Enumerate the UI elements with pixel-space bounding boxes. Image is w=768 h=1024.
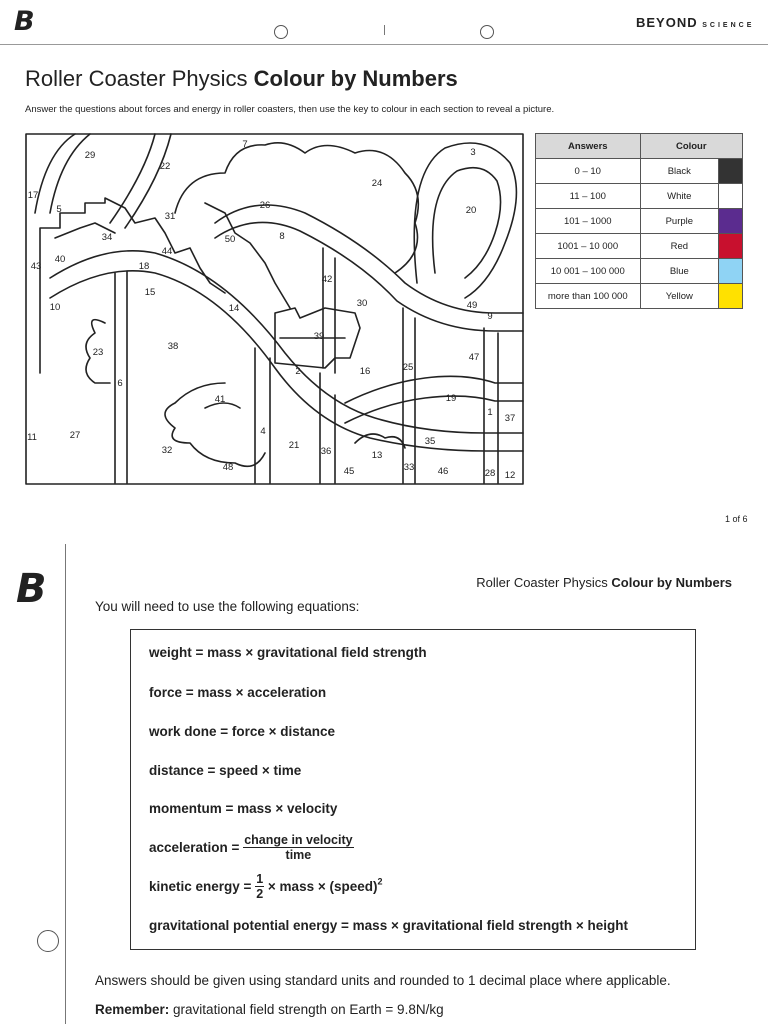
outline-path: [40, 198, 225, 373]
page2-header: Roller Coaster Physics Colour by Numbers: [476, 575, 732, 590]
section-label: 5: [56, 204, 62, 215]
brand-name: BEYOND SCIENCE: [636, 15, 755, 30]
key-range: 10 001 – 100 000: [536, 259, 641, 284]
section-label: 7: [242, 139, 248, 150]
key-range: more than 100 000: [536, 284, 641, 309]
key-range: 1001 – 10 000: [536, 234, 641, 259]
track-edge: [50, 251, 523, 433]
page-number: 1 of 6: [725, 514, 748, 524]
binder-hole: [480, 25, 494, 39]
section-label: 20: [465, 205, 477, 216]
rounding-note: Answers should be given using standard units and rounded to 1 decimal place where applicable.: [95, 973, 671, 988]
key-colour-name: Purple: [640, 209, 719, 234]
key-range: 101 – 1000: [536, 209, 641, 234]
section-label: 34: [101, 232, 113, 243]
section-label: 9: [487, 311, 493, 322]
equation-acceleration: acceleration = $\frac{\text{change in velocity}}{\text{time}}$: [149, 833, 353, 862]
track-edge: [50, 271, 523, 451]
equation-work-done: work done = force × distance: [149, 724, 336, 739]
key-row: [536, 184, 743, 209]
section-label: 2: [295, 366, 301, 377]
section-label: 49: [466, 300, 478, 311]
colour-key-table: [535, 133, 743, 309]
section-label: 13: [371, 450, 383, 461]
key-colour-name: White: [640, 184, 719, 209]
section-label: 32: [161, 445, 173, 456]
track-loop: [414, 143, 516, 298]
section-label: 29: [84, 150, 96, 161]
key-range: 0 – 10: [536, 159, 641, 184]
section-label: 43: [30, 261, 42, 272]
section-label: 36: [320, 446, 332, 457]
track-edge: [345, 376, 523, 403]
colour-by-numbers-picture: [25, 133, 524, 485]
section-label: 39: [313, 331, 325, 342]
section-label: 40: [54, 254, 66, 265]
remember-note: Remember: gravitational field strength on Earth = 9.8N/kg: [95, 1002, 444, 1017]
outline-path: [35, 134, 75, 213]
section-label: 3: [470, 147, 476, 158]
section-label: 8: [279, 231, 285, 242]
section-label: 17: [27, 190, 39, 201]
section-label: 30: [356, 298, 368, 309]
key-row: [536, 284, 743, 309]
section-label: 42: [321, 274, 333, 285]
key-colour-swatch: [719, 284, 743, 309]
margin-line: [65, 544, 66, 1024]
key-colour-name: Blue: [640, 259, 719, 284]
key-colour-name: Yellow: [640, 284, 719, 309]
section-label: 21: [288, 440, 300, 451]
equation-gpe: gravitational potential energy = mass × gravitational field strength × height: [149, 918, 628, 933]
equation-force: force = mass × acceleration: [149, 685, 327, 700]
section-label: 38: [167, 341, 179, 352]
section-label: 44: [161, 246, 173, 257]
key-range: 11 – 100: [536, 184, 641, 209]
outline-path: [175, 143, 418, 273]
equation-distance: distance = speed × time: [149, 763, 302, 778]
section-label: 28: [484, 468, 496, 479]
key-row: [536, 234, 743, 259]
binder-hole: [274, 25, 288, 39]
support-pillar: [403, 308, 415, 483]
binder-hole: [37, 930, 59, 952]
key-colour-name: Black: [640, 159, 719, 184]
outline-path: [50, 134, 90, 213]
section-label: 41: [214, 394, 226, 405]
section-label: 31: [164, 211, 176, 222]
equations-box: [130, 629, 696, 950]
key-colour-swatch: [719, 159, 743, 184]
equations-intro: You will need to use the following equations:: [95, 599, 360, 614]
key-header-colour: Colour: [640, 134, 742, 159]
section-label: 37: [504, 413, 516, 424]
support-pillar: [484, 328, 498, 483]
section-label: 14: [228, 303, 240, 314]
support-pillar: [323, 248, 335, 373]
section-label: 22: [159, 161, 171, 172]
section-label: 15: [144, 287, 156, 298]
key-colour-swatch: [719, 234, 743, 259]
fold-mark: [384, 25, 385, 35]
section-label: 6: [117, 378, 123, 389]
beyond-logo: B: [14, 6, 35, 37]
key-header-row: [536, 134, 743, 159]
key-colour-swatch: [719, 184, 743, 209]
page-title: Roller Coaster Physics Colour by Numbers: [25, 66, 458, 91]
equation-momentum: momentum = mass × velocity: [149, 801, 338, 816]
section-labels: [27, 139, 515, 481]
section-label: 35: [424, 436, 436, 447]
section-label: 12: [504, 470, 516, 481]
section-label: 47: [468, 352, 480, 363]
section-label: 46: [437, 466, 449, 477]
key-colour-swatch: [719, 259, 743, 284]
section-label: 23: [92, 347, 104, 358]
outline-path: [205, 203, 290, 308]
key-row: [536, 159, 743, 184]
section-label: 33: [403, 462, 415, 473]
section-label: 50: [224, 234, 236, 245]
key-colour-swatch: [719, 209, 743, 234]
key-row: [536, 259, 743, 284]
section-label: 11: [27, 432, 37, 443]
section-label: 45: [343, 466, 355, 477]
outline-path: [110, 134, 155, 223]
track-edge: [215, 222, 523, 331]
section-label: 25: [402, 362, 414, 373]
instructions: Answer the questions about forces and energy in roller coasters, then use the key to colour in each section to reveal a picture.: [25, 104, 555, 115]
section-label: 18: [138, 261, 150, 272]
equation-kinetic-energy: kinetic energy = $\frac{1}{2}$ × mass × (speed)$^2$: [149, 872, 383, 901]
key-colour-name: Red: [640, 234, 719, 259]
section-label: 24: [371, 178, 383, 189]
section-label: 27: [69, 430, 81, 441]
equation-weight: weight = mass × gravitational field strength: [149, 645, 427, 660]
section-label: 10: [49, 302, 61, 313]
section-label: 4: [260, 426, 266, 437]
key-header-answers: Answers: [536, 134, 641, 159]
track-loop: [433, 168, 501, 278]
section-label: 1: [487, 407, 493, 418]
section-label: 19: [445, 393, 457, 404]
support-pillar: [115, 271, 127, 483]
header-rule: [0, 44, 768, 45]
key-row: [536, 209, 743, 234]
section-label: 48: [222, 462, 234, 473]
section-label: 16: [359, 366, 371, 377]
beyond-logo: B: [16, 566, 47, 612]
track-edge: [345, 396, 523, 423]
section-label: 26: [259, 200, 271, 211]
